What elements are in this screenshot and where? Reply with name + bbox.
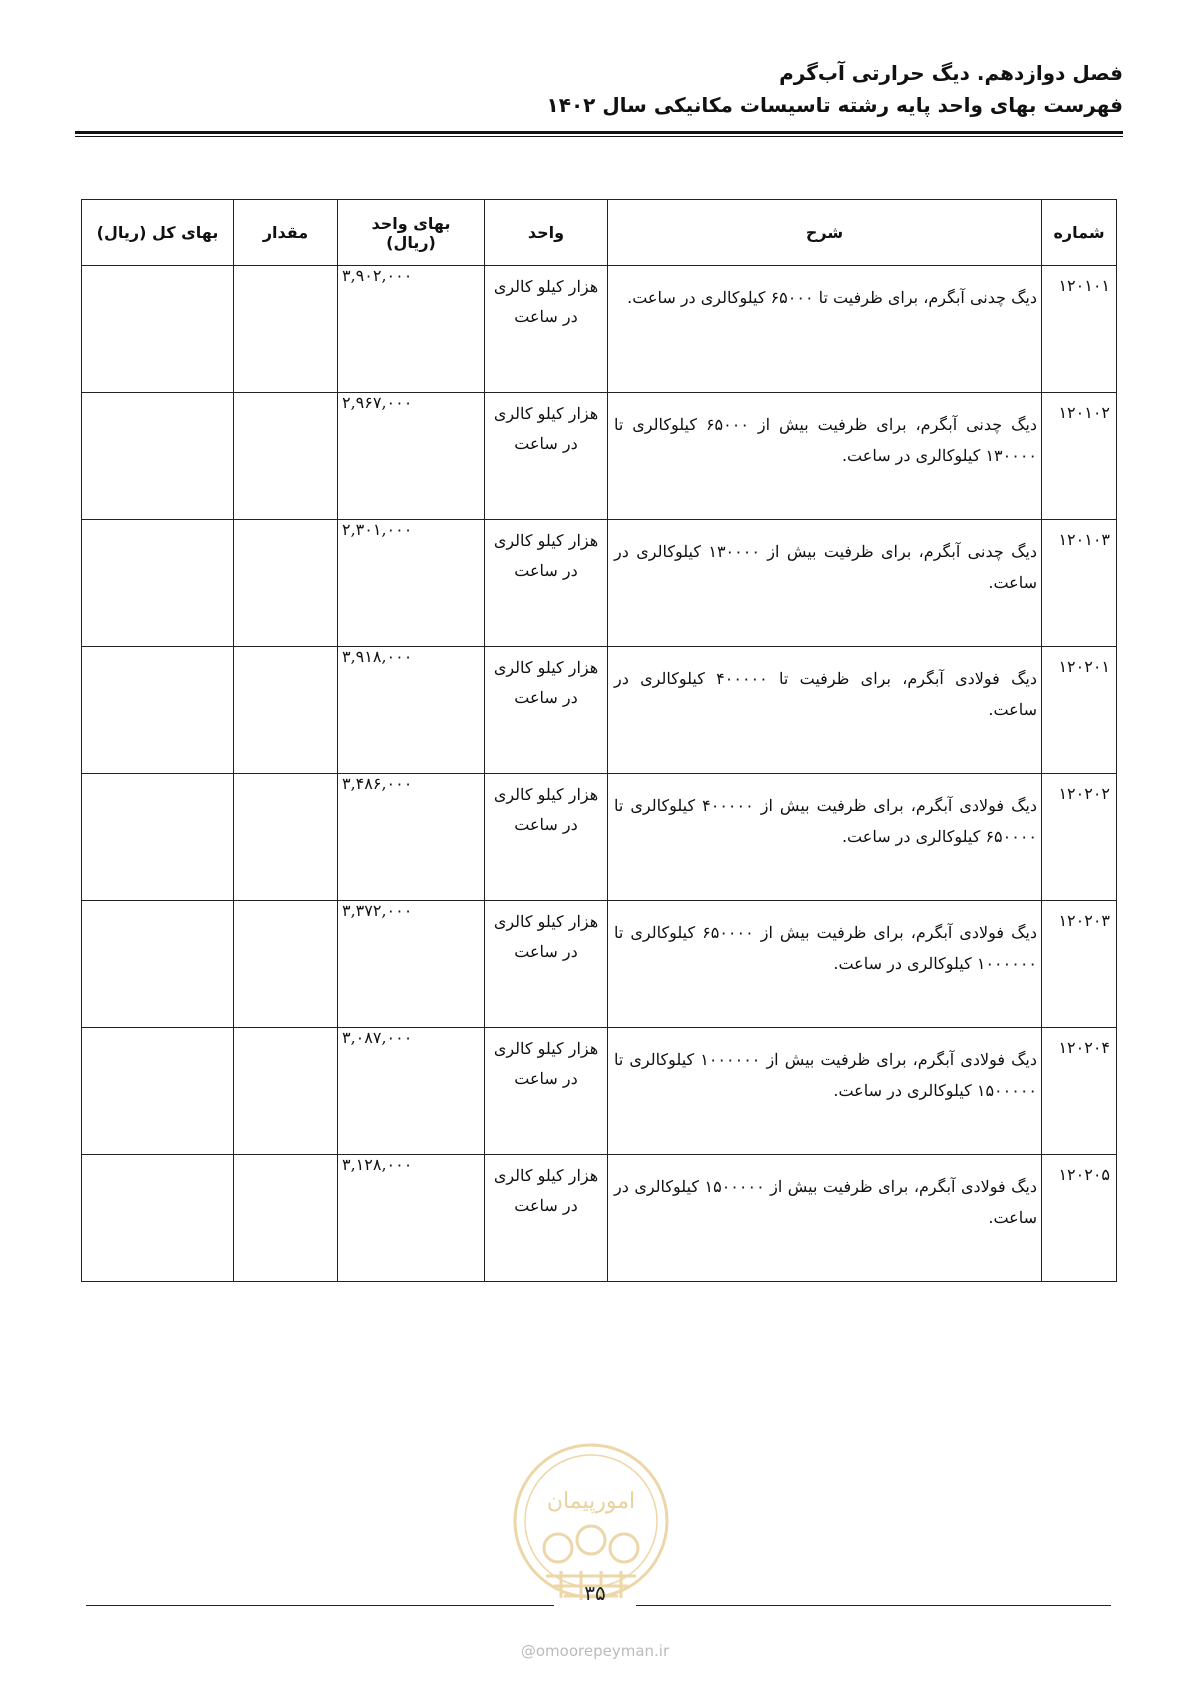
col-header-unit-price: بهای واحد (ریال) xyxy=(338,200,485,266)
item-number: ۱۲۰۱۰۳ xyxy=(1042,520,1117,647)
col-header-unit: واحد xyxy=(485,200,608,266)
item-description: دیگ فولادی آبگرم، برای ظرفیت تا ۴۰۰۰۰۰ کیلوکالری در ساعت. xyxy=(608,647,1042,774)
item-unit: هزار کیلو کالری در ساعت xyxy=(485,647,608,774)
item-unit-price: ۳,۴۸۶,۰۰۰ xyxy=(342,774,413,793)
item-quantity xyxy=(234,520,338,647)
item-total-price xyxy=(82,901,234,1028)
item-total-price xyxy=(82,520,234,647)
item-total-price xyxy=(82,1028,234,1155)
item-description: دیگ چدنی آبگرم، برای ظرفیت تا ۶۵۰۰۰ کیلوکالری در ساعت. xyxy=(608,266,1042,393)
item-description: دیگ فولادی آبگرم، برای ظرفیت بیش از ۶۵۰۰۰۰ کیلوکالری تا ۱۰۰۰۰۰۰ کیلوکالری در ساعت. xyxy=(608,901,1042,1028)
item-unit-price-cell xyxy=(338,1028,485,1155)
item-unit-price-cell xyxy=(338,647,485,774)
item-unit: هزار کیلو کالری در ساعت xyxy=(485,266,608,393)
item-total-price xyxy=(82,647,234,774)
table-header-row xyxy=(82,200,1117,266)
header-rule-thick xyxy=(75,131,1123,134)
page-number: ۳۵ xyxy=(584,1581,606,1605)
col-header-description: شرح xyxy=(608,200,1042,266)
item-number: ۱۲۰۲۰۱ xyxy=(1042,647,1117,774)
item-unit-price-cell xyxy=(338,901,485,1028)
chapter-title: فصل دوازدهم. دیگ حرارتی آب‌گرم xyxy=(779,61,1123,85)
item-number: ۱۲۰۲۰۵ xyxy=(1042,1155,1117,1282)
website-footer: @omoorepeyman.ir xyxy=(520,1642,670,1660)
item-total-price xyxy=(82,774,234,901)
item-unit-price: ۳,۱۲۸,۰۰۰ xyxy=(342,1155,413,1174)
item-quantity xyxy=(234,393,338,520)
table-row xyxy=(82,901,1117,1028)
item-unit: هزار کیلو کالری در ساعت xyxy=(485,520,608,647)
item-unit-price-cell xyxy=(338,1155,485,1282)
item-unit-price-cell xyxy=(338,393,485,520)
table-row xyxy=(82,520,1117,647)
item-unit-price-cell xyxy=(338,520,485,647)
footer-rule-right xyxy=(636,1605,1111,1606)
item-quantity xyxy=(234,901,338,1028)
col-header-number: شماره xyxy=(1042,200,1117,266)
item-number: ۱۲۰۲۰۴ xyxy=(1042,1028,1117,1155)
table-row xyxy=(82,1155,1117,1282)
item-quantity xyxy=(234,1028,338,1155)
item-unit-price: ۲,۹۶۷,۰۰۰ xyxy=(342,393,413,412)
item-number: ۱۲۰۱۰۲ xyxy=(1042,393,1117,520)
item-unit-price: ۳,۳۷۲,۰۰۰ xyxy=(342,901,413,920)
item-quantity xyxy=(234,1155,338,1282)
price-list-table xyxy=(81,199,1117,1282)
page-header xyxy=(547,58,1123,120)
item-unit: هزار کیلو کالری در ساعت xyxy=(485,1028,608,1155)
item-total-price xyxy=(82,393,234,520)
item-unit-price: ۳,۹۱۸,۰۰۰ xyxy=(342,647,413,666)
item-quantity xyxy=(234,266,338,393)
col-header-total-price: بهای کل (ریال) xyxy=(82,200,234,266)
item-description: دیگ فولادی آبگرم، برای ظرفیت بیش از ۱۵۰۰۰۰۰ کیلوکالری در ساعت. xyxy=(608,1155,1042,1282)
col-header-quantity: مقدار xyxy=(234,200,338,266)
item-unit-price: ۳,۰۸۷,۰۰۰ xyxy=(342,1028,413,1047)
item-description: دیگ فولادی آبگرم، برای ظرفیت بیش از ۴۰۰۰۰۰ کیلوکالری تا ۶۵۰۰۰۰ کیلوکالری در ساعت. xyxy=(608,774,1042,901)
item-unit-price: ۲,۳۰۱,۰۰۰ xyxy=(342,520,413,539)
watermark-text: امورپیمان xyxy=(546,1489,636,1514)
item-unit-price-cell xyxy=(338,266,485,393)
header-rule-thin xyxy=(75,136,1123,137)
item-quantity xyxy=(234,647,338,774)
table-row xyxy=(82,266,1117,393)
item-description: دیگ فولادی آبگرم، برای ظرفیت بیش از ۱۰۰۰۰۰۰ کیلوکالری تا ۱۵۰۰۰۰۰ کیلوکالری در ساعت. xyxy=(608,1028,1042,1155)
item-total-price xyxy=(82,1155,234,1282)
item-number: ۱۲۰۱۰۱ xyxy=(1042,266,1117,393)
item-description: دیگ چدنی آبگرم، برای ظرفیت بیش از ۶۵۰۰۰ کیلوکالری تا ۱۳۰۰۰۰ کیلوکالری در ساعت. xyxy=(608,393,1042,520)
table-row xyxy=(82,647,1117,774)
table-row xyxy=(82,774,1117,901)
table-row xyxy=(82,393,1117,520)
item-unit-price: ۳,۹۰۲,۰۰۰ xyxy=(342,266,413,285)
item-description: دیگ چدنی آبگرم، برای ظرفیت بیش از ۱۳۰۰۰۰ کیلوکالری در ساعت. xyxy=(608,520,1042,647)
item-unit: هزار کیلو کالری در ساعت xyxy=(485,774,608,901)
table-row xyxy=(82,1028,1117,1155)
item-total-price xyxy=(82,266,234,393)
item-number: ۱۲۰۲۰۳ xyxy=(1042,901,1117,1028)
item-unit: هزار کیلو کالری در ساعت xyxy=(485,393,608,520)
item-unit: هزار کیلو کالری در ساعت xyxy=(485,1155,608,1282)
document-subtitle: فهرست بهای واحد پایه رشته تاسیسات مکانیکی سال ۱۴۰۲ xyxy=(546,93,1123,117)
item-quantity xyxy=(234,774,338,901)
item-unit-price-cell xyxy=(338,774,485,901)
item-number: ۱۲۰۲۰۲ xyxy=(1042,774,1117,901)
item-unit: هزار کیلو کالری در ساعت xyxy=(485,901,608,1028)
footer-rule-left xyxy=(86,1605,554,1606)
